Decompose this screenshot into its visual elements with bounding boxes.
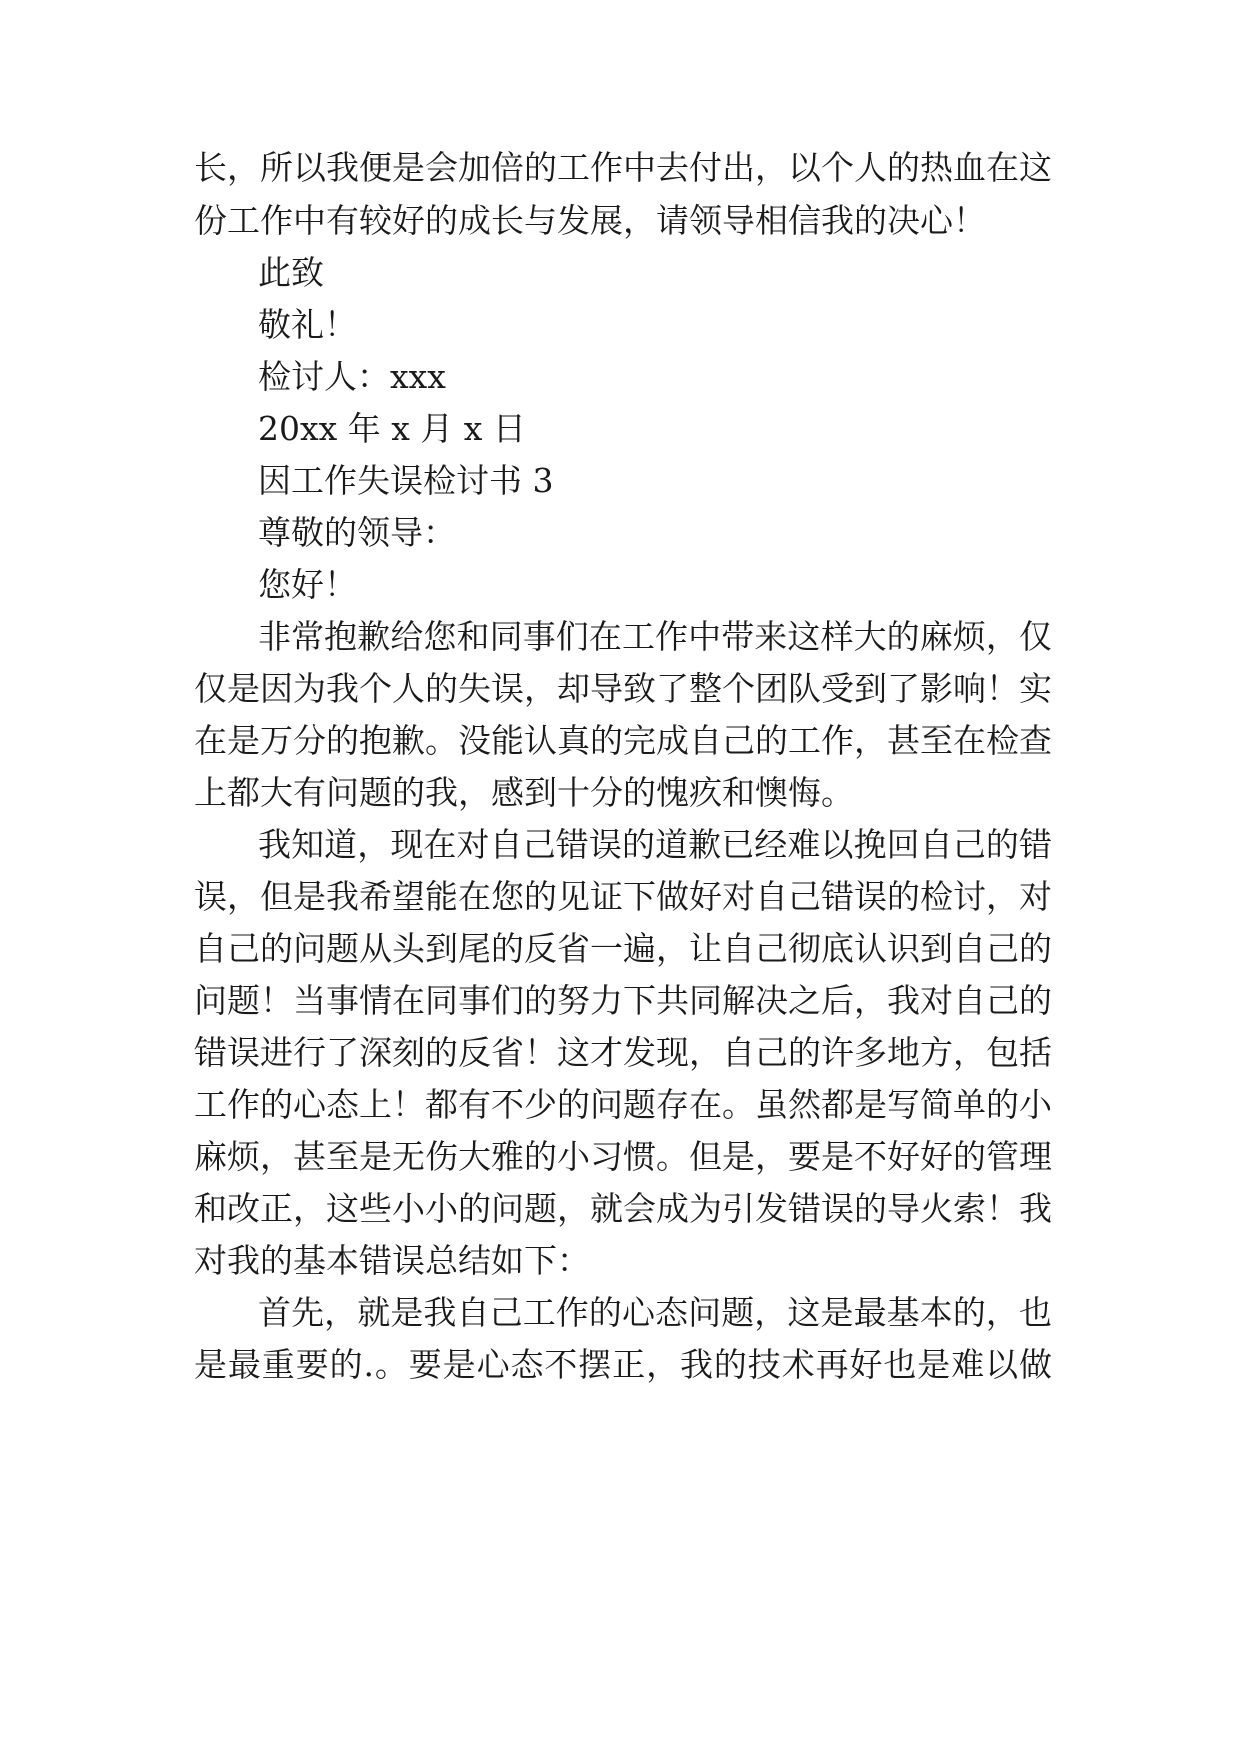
date-line: 20xx 年 x 月 x 日 (258, 409, 526, 448)
section-title: 因工作失误检讨书 3 (258, 461, 554, 500)
paragraph-line: 错误进行了深刻的反省！这才发现，自己的许多地方，包括 (194, 1033, 1052, 1072)
paragraph-line: 首先，就是我自己工作的心态问题，这是最基本的，也 (258, 1293, 1052, 1332)
paragraph-line: 在是万分的抱歉。没能认真的完成自己的工作，甚至在检查 (194, 721, 1052, 760)
paragraph-line: 麻烦，甚至是无伤大雅的小习惯。但是，要是不好好的管理 (194, 1137, 1052, 1176)
closing-regards: 敬礼！ (258, 305, 357, 344)
paragraph-line: 自己的问题从头到尾的反省一遍，让自己彻底认识到自己的 (194, 929, 1052, 968)
greeting-hello: 您好！ (258, 565, 357, 604)
greeting: 尊敬的领导： (258, 513, 456, 552)
paragraph-line: 和改正，这些小小的问题，就会成为引发错误的导火索！我 (194, 1189, 1052, 1228)
paragraph-line: 对我的基本错误总结如下： (194, 1241, 590, 1280)
body-line: 份工作中有较好的成长与发展，请领导相信我的决心！ (194, 201, 986, 240)
body-line: 长，所以我便是会加倍的工作中去付出，以个人的热血在这 (194, 148, 1052, 187)
paragraph-line: 非常抱歉给您和同事们在工作中带来这样大的麻烦，仅 (258, 617, 1052, 656)
paragraph-line: 上都大有问题的我，感到十分的愧疚和懊悔。 (194, 773, 854, 812)
paragraph-line: 误，但是我希望能在您的见证下做好对自己错误的检讨，对 (194, 877, 1052, 916)
paragraph-line: 问题！当事情在同事们的努力下共同解决之后，我对自己的 (194, 981, 1052, 1020)
closing-salutation: 此致 (258, 253, 324, 292)
paragraph-line: 是最重要的.。要是心态不摆正，我的技术再好也是难以做 (194, 1345, 1052, 1384)
paragraph-line: 仅是因为我个人的失误，却导致了整个团队受到了影响！实 (194, 669, 1052, 708)
paragraph-line: 工作的心态上！都有不少的问题存在。虽然都是写简单的小 (194, 1085, 1052, 1124)
signatory: 检讨人：xxx (258, 357, 446, 396)
paragraph-line: 我知道，现在对自己错误的道歉已经难以挽回自己的错 (258, 825, 1052, 864)
